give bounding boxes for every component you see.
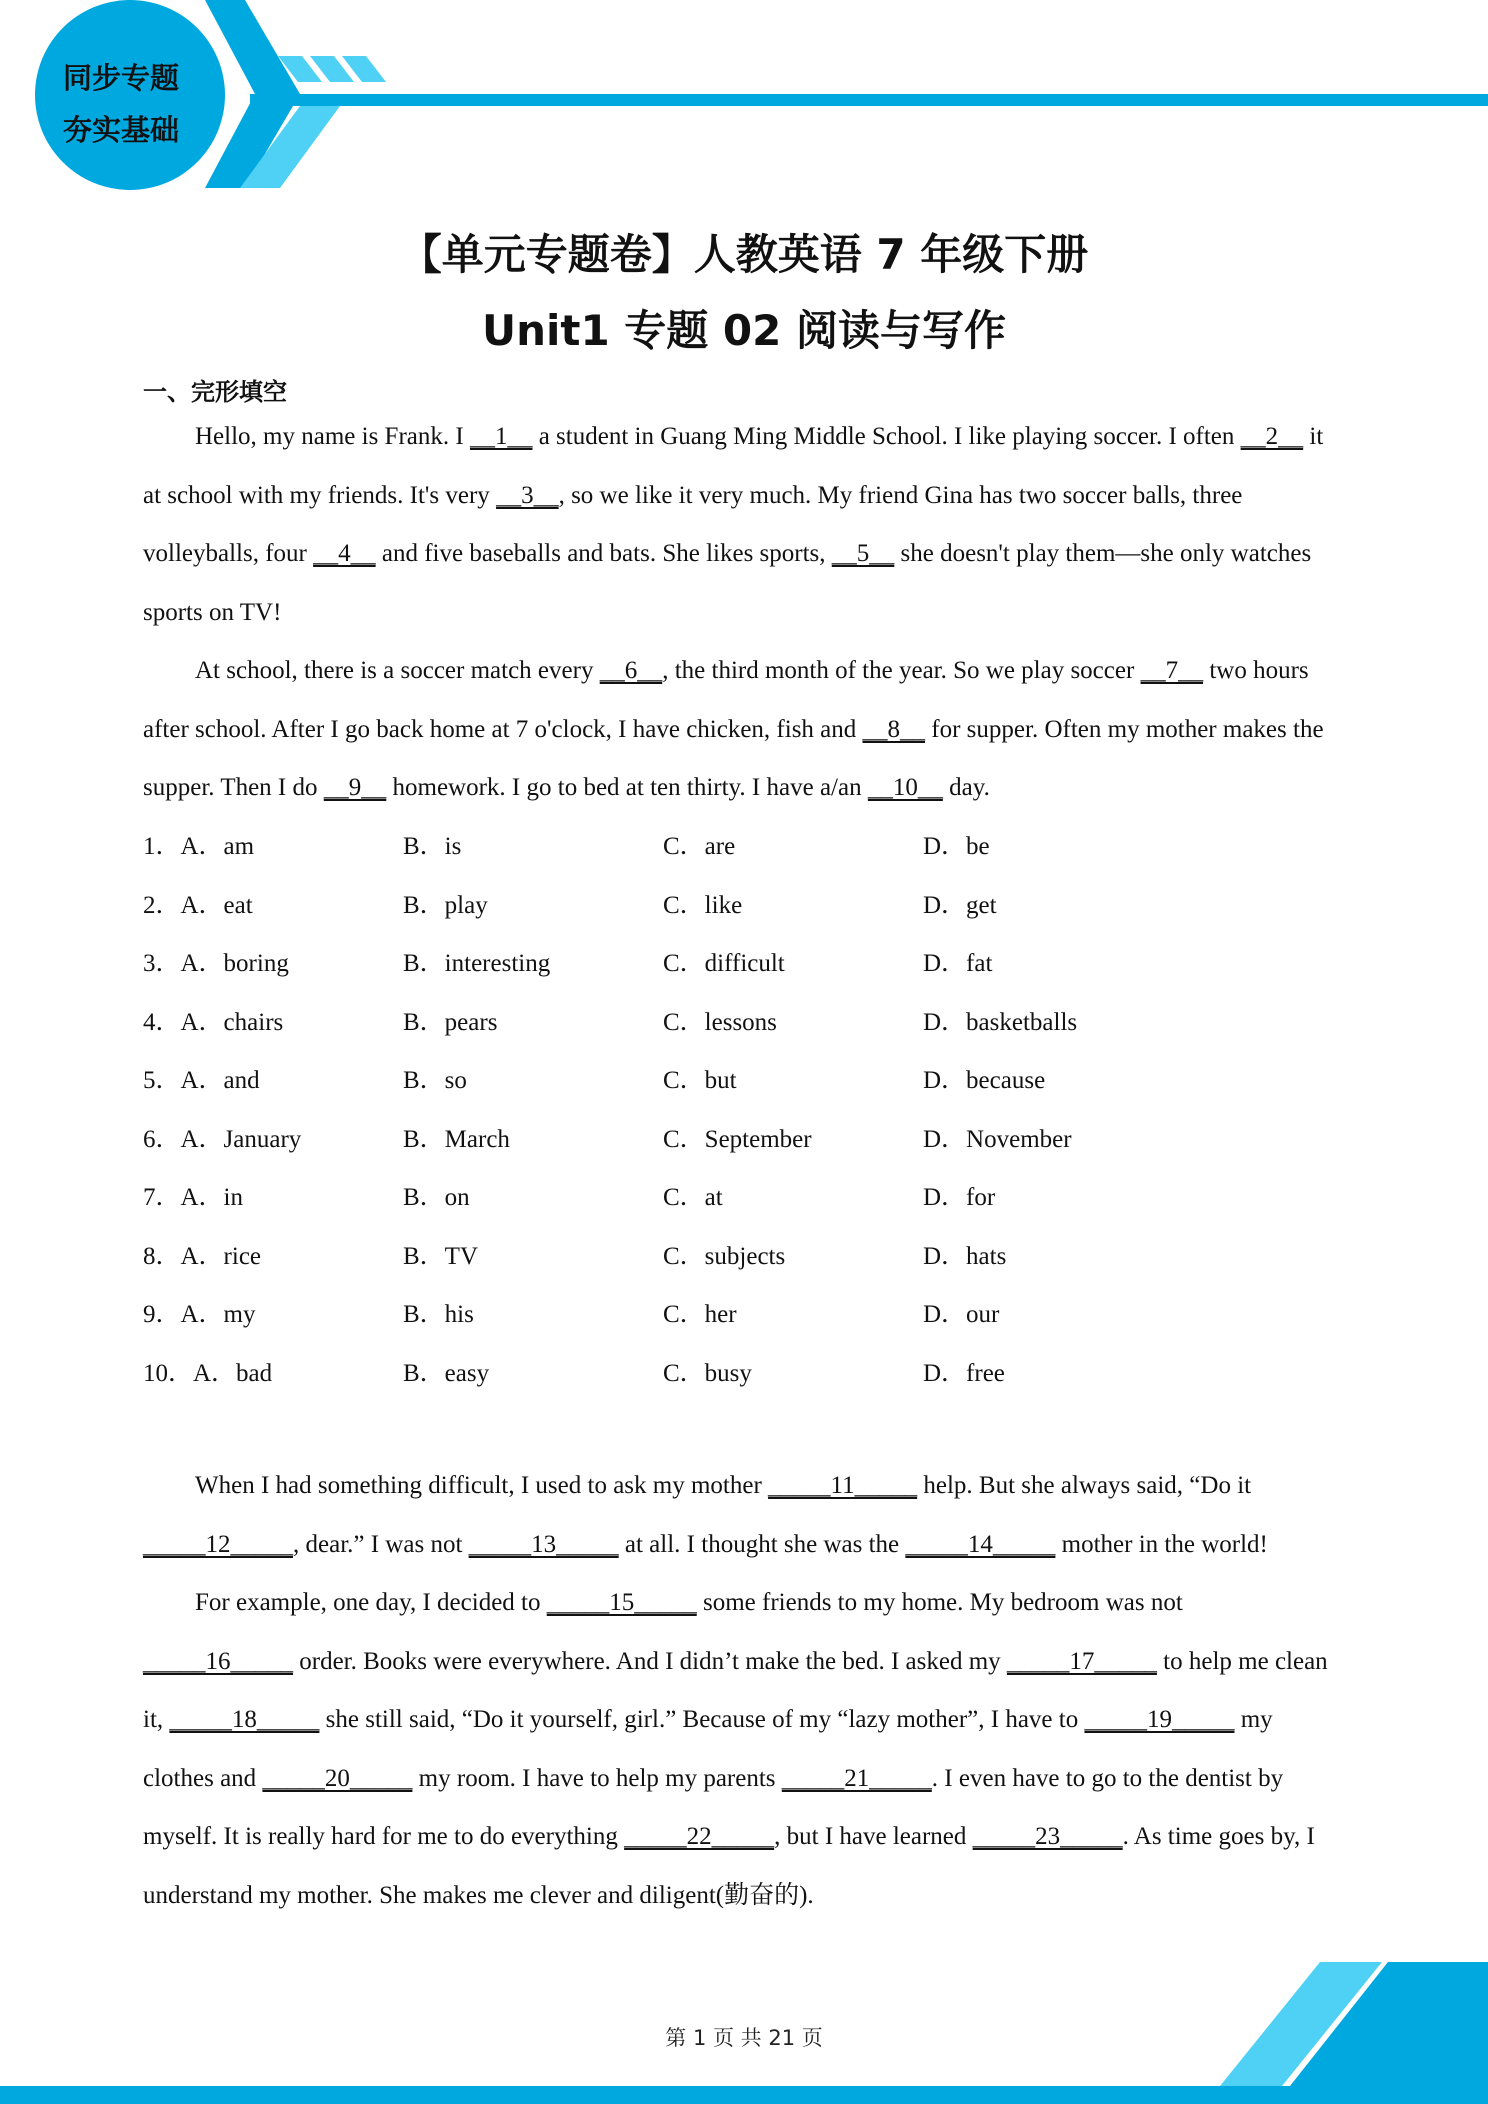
option-d: D．free xyxy=(923,1359,1005,1387)
blank-15: _____15_____ xyxy=(546,1589,697,1616)
blank-4: __4__ xyxy=(313,540,376,567)
blank-3: __3__ xyxy=(496,481,559,509)
option-a: 8．A．rice xyxy=(143,1242,262,1270)
option-c: C．lessons xyxy=(663,1008,777,1036)
blank-14: _____14_____ xyxy=(905,1530,1056,1558)
option-c: C．at xyxy=(663,1184,723,1211)
blank-17: _____17_____ xyxy=(1006,1647,1157,1675)
option-c: C．subjects xyxy=(663,1242,786,1270)
section-heading: 一、完形填空 xyxy=(143,378,287,406)
option-c: C．busy xyxy=(663,1359,752,1387)
option-b: B．his xyxy=(403,1301,474,1328)
footer-stripe xyxy=(0,2086,1488,2104)
option-a: 2．A．eat xyxy=(143,891,253,919)
option-a: 3．A．boring xyxy=(143,950,289,977)
badge-line-2: 夯实基础 xyxy=(62,113,179,147)
option-b: B．so xyxy=(403,1067,467,1094)
option-c: C．September xyxy=(663,1125,812,1153)
blank-10: __10__ xyxy=(867,774,943,801)
blank-18: _____18_____ xyxy=(169,1706,320,1733)
option-c: C．are xyxy=(663,833,736,860)
option-b: B．interesting xyxy=(403,950,551,977)
blank-19: _____19_____ xyxy=(1084,1706,1235,1733)
blank-20: _____20_____ xyxy=(262,1764,413,1792)
option-b: B．TV xyxy=(403,1242,479,1270)
option-d: D．get xyxy=(923,891,997,919)
option-c: C．her xyxy=(663,1301,737,1328)
option-a: 6．A．January xyxy=(143,1125,302,1153)
passage1-paragraph2: At school, there is a soccer match every __6__, the third month of the year. So we play soccer __7__ two hours after school. After I go back home at 7 o'clock, I have chicken, fish and __8__ for supper. Often my mother makes the supper. Then I do __9__ homework. I go to bed at ten thirty. I have a/an __10__ day. xyxy=(143,657,1324,801)
option-b: B．is xyxy=(403,833,462,860)
option-a: 1．A．am xyxy=(143,833,255,860)
page-subtitle: Unit1 专题 02 阅读与写作 xyxy=(481,306,1007,355)
blank-21: _____21_____ xyxy=(781,1764,932,1792)
option-d: D．November xyxy=(923,1125,1072,1153)
header-badge xyxy=(36,52,206,156)
passage2-paragraph1: When I had something difficult, I used to ask my mother _____11_____ help. But she always said, “Do it _____12_____, dear.” I was not _____13_____ at all. I thought she was the _____14_____ mother in the world! xyxy=(143,1472,1268,1558)
header-decoration xyxy=(0,0,1488,200)
option-b: B．pears xyxy=(403,1008,498,1036)
blank-12: _____12_____ xyxy=(143,1530,293,1558)
option-d: D．for xyxy=(923,1184,996,1211)
option-d: D．be xyxy=(923,833,990,860)
option-a: 9．A．my xyxy=(143,1301,256,1328)
blank-2: __2__ xyxy=(1240,423,1304,450)
page-title: 【单元专题卷】人教英语 7 年级下册 xyxy=(399,230,1089,279)
blank-16: _____16_____ xyxy=(143,1647,293,1675)
blank-13: _____13_____ xyxy=(468,1530,619,1558)
option-b: B．easy xyxy=(403,1359,490,1387)
option-b: B．play xyxy=(403,891,488,919)
passage1-paragraph1: Hello, my name is Frank. I __1__ a student in Guang Ming Middle School. I like playing soccer. I often __2__ it at school with my friends. It's very __3__, so we like it very much. My friend Gina has two soccer balls, three volleyballs, four __4__ and five baseballs and bats. She likes sports, __5__ she doesn't play them—she only watches sports on TV! xyxy=(143,423,1324,626)
option-a: 7．A．in xyxy=(143,1184,244,1211)
blank-22: _____22_____ xyxy=(624,1823,775,1850)
blank-11: _____11_____ xyxy=(768,1472,918,1499)
blank-23: _____23_____ xyxy=(972,1823,1123,1850)
blank-7: __7__ xyxy=(1140,657,1204,684)
passage2-paragraph2: For example, one day, I decided to _____15_____ some friends to my home. My bedroom was not _____16_____ order. Books were everywhere. And I didn’t make the bed. I asked my _____17_____ to help me clean it, _____18_____ she still said, “Do it yourself, girl.” Because of my “lazy mother”, I have to _____19_____ my clothes and _____20_____ my room. I have to help my parents _____21_____. I even have to go to the dentist by myself. It is really hard for me to do everything _____22_____, but I have learned _____23_____. As time goes by, I understand my mother. She makes me clever and diligent(勤奋的). xyxy=(143,1589,1328,1909)
option-a: 5．A．and xyxy=(143,1067,260,1094)
header-stripe xyxy=(250,94,1488,106)
option-d: D．fat xyxy=(923,950,993,977)
option-b: B．on xyxy=(403,1184,470,1211)
option-d: D．because xyxy=(923,1067,1046,1094)
option-c: C．like xyxy=(663,891,743,919)
option-c: C．but xyxy=(663,1067,737,1094)
blank-9: __9__ xyxy=(323,774,387,801)
option-b: B．March xyxy=(403,1125,510,1153)
option-d: D．basketballs xyxy=(923,1008,1078,1036)
blank-8: __8__ xyxy=(862,715,926,743)
option-c: C．difficult xyxy=(663,950,785,977)
page-number: 第 1 页 共 21 页 xyxy=(665,2026,823,2050)
blank-6: __6__ xyxy=(599,657,663,684)
option-d: D．hats xyxy=(923,1242,1007,1270)
blank-5: __5__ xyxy=(831,540,895,567)
badge-line-1: 同步专题 xyxy=(62,61,179,95)
option-d: D．our xyxy=(923,1301,1000,1328)
option-a: 4．A．chairs xyxy=(143,1008,284,1036)
blank-1: __1__ xyxy=(469,423,533,450)
option-a: 10．A．bad xyxy=(143,1359,273,1387)
